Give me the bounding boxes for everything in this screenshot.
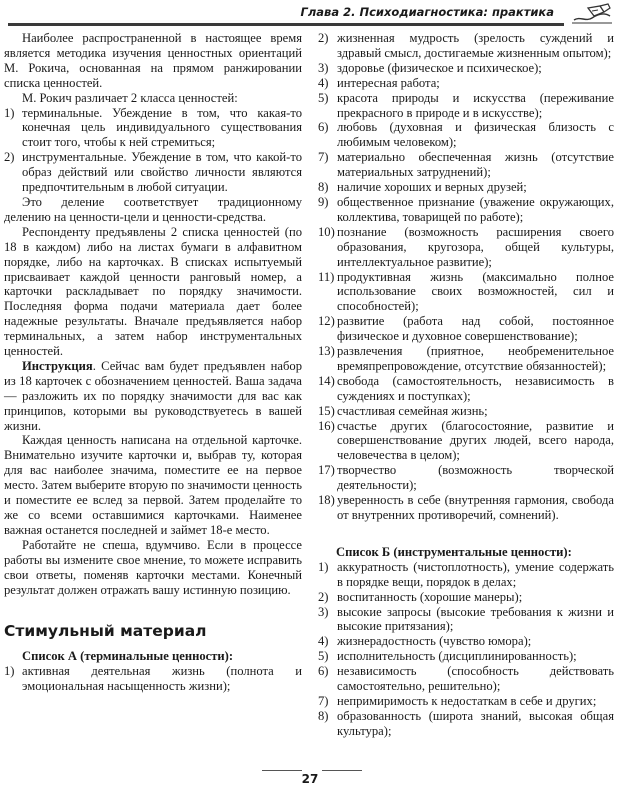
list-item: 15) счастливая семейная жизнь; [318,403,488,418]
list-item: 6) любовь (духовная и физическая близость с любимым человеком); [318,120,614,150]
section-heading: Стимульный материал [4,622,207,641]
list-item: 14) свобода (самостоятельность, независимость в суждениях и поступках); [318,373,614,403]
list-item: 8) наличие хороших и верных друзей; [318,180,527,195]
footer-rule-left [262,770,302,771]
footer-rule-right [322,770,362,771]
list-item: 7) материально обеспеченная жизнь (отсутствие материальных затруднений); [318,150,614,180]
list-item: 5) исполнительность (дисциплинированность); [318,649,577,664]
division-paragraph: Это деление соответствует традиционному делению на ценности-цели и ценности-средства. [4,194,302,224]
list-item: 8) образованность (широта знаний, высокая общая культура); [318,708,614,738]
list-item: 7) непримиримость к недостаткам в себе и других; [318,693,597,708]
list-item: 1) терминальные. Убеждение в том, что какая-то конечная цель индивидуального существования стоит того, чтобы к ней стремиться; [4,105,302,150]
respondent-paragraph: Респонденту предъявлены 2 списка ценностей (по 18 в каждом) либо на листах бумаги в алфавитном порядке, либо на карточках. В списках испытуемый присваивает каждой ценности ранговый номер, а карточки раскладывает по порядку значимости. Последняя форма подачи материала дает более надежные результаты. Вначале предъявляется набор терминальных, а затем набор инструментальных ценностей. [4,224,302,359]
list-item: 11) продуктивная жизнь (максимально полное использование своих возможностей, сил и способностей); [318,269,614,314]
instruction-label: Инструкция [22,358,93,373]
list-a-continued [318,31,614,523]
list-item: 18) уверенность в себе (внутренняя гармония, свобода от внутренних противоречий, сомнений). [318,493,614,522]
list-b-title: Список Б (инструментальные ценности): [336,544,572,559]
list-item: 2) инструментальные. Убеждение в том, что какой-то образ действий или свойство личности являются предпочтительным в любой ситуации. [4,150,302,195]
list-a-start [4,664,302,694]
list-a-title: Список А (терминальные ценности): [22,649,234,664]
list-item: 3) здоровье (физическое и психическое); [318,60,542,75]
cards-paragraph: Каждая ценность написана на отдельной карточке. Внимательно изучите карточки и, выбрав ту, которая для вас наиболее значима, поместите ее на первое место. Затем выберите вторую по значимости ценность и поместите ее вслед за первой. Затем проделайте то же со всеми оставшимися карточками. Наименее важная останется последней и займет 18-е место. [4,433,302,537]
intro-paragraph: Наиболее распространенной в настоящее время является методика изучения ценностных ориентаций М. Рокича, основанная на прямом ранжировании списка ценностей. [4,31,302,90]
list-item: 5) красота природы и искусства (переживание прекрасного в природе и в искусстве); [318,90,614,120]
list-item: 2) воспитанность (хорошие манеры); [318,589,523,604]
work-paragraph: Работайте не спеша, вдумчиво. Если в процессе работы вы измените свое мнение, то можете исправить свои ответы, поменяв карточки местами. Конечный результат должен отражать вашу истинную позицию. [4,537,302,597]
header-rule [8,23,564,26]
list-item: 16) счастье других (благосостояние, развитие и совершенствование других людей, всего народа, человечества в целом); [318,418,614,463]
value-classes-list [4,106,302,195]
list-item: 4) интересная работа; [318,75,440,90]
list-b [318,560,614,739]
list-item: 12) развитие (работа над собой, постоянное физическое и духовное совершенствование); [318,314,614,344]
list-item: 10) познание (возможность расширения своего образования, кругозора, общей культуры, интеллектуальное развитие); [318,224,614,269]
list-item: 4) жизнерадостность (чувство юмора); [318,634,532,649]
instruction-paragraph: Инструкция. Сейчас вам будет предъявлен набор из 18 карточек с обозначением ценностей. Ваша задача — разложить их по порядку значимости для вас как принципов, которыми вы руководствуетесь в вашей жизни. [4,358,302,433]
page-number: 27 [301,772,319,786]
list-item: 17) творчество (возможность творческой деятельности); [318,463,614,493]
list-item: 1) аккуратность (чистоплотность), умение содержать в порядке вещи, порядок в делах; [318,559,614,589]
list-item: 6) независимость (способность действовать самостоятельно, решительно); [318,664,614,694]
list-item: 9) общественное признание (уважение окружающих, коллектива, товарищей по работе); [318,194,614,224]
classes-paragraph: М. Рокич различает 2 класса ценностей: [22,90,238,105]
left-column [4,31,302,694]
list-item: 3) высокие запросы (высокие требования к жизни и высокие притязания); [318,604,614,634]
list-item: 13) развлечения (приятное, необременительное времяпрепровождение, отсутствие обязанностей); [318,344,614,373]
running-header [8,7,564,21]
writing-hand-icon [570,2,614,26]
chapter-title: Глава 2. Психодиагностика: практика [300,5,554,19]
list-item: 2) жизненная мудрость (зрелость суждений и здравый смысл, достигаемые жизненным опытом); [318,31,614,60]
list-item: 1) активная деятельная жизнь (полнота и эмоциональная насыщенность жизни); [4,664,302,694]
right-column [318,31,614,739]
